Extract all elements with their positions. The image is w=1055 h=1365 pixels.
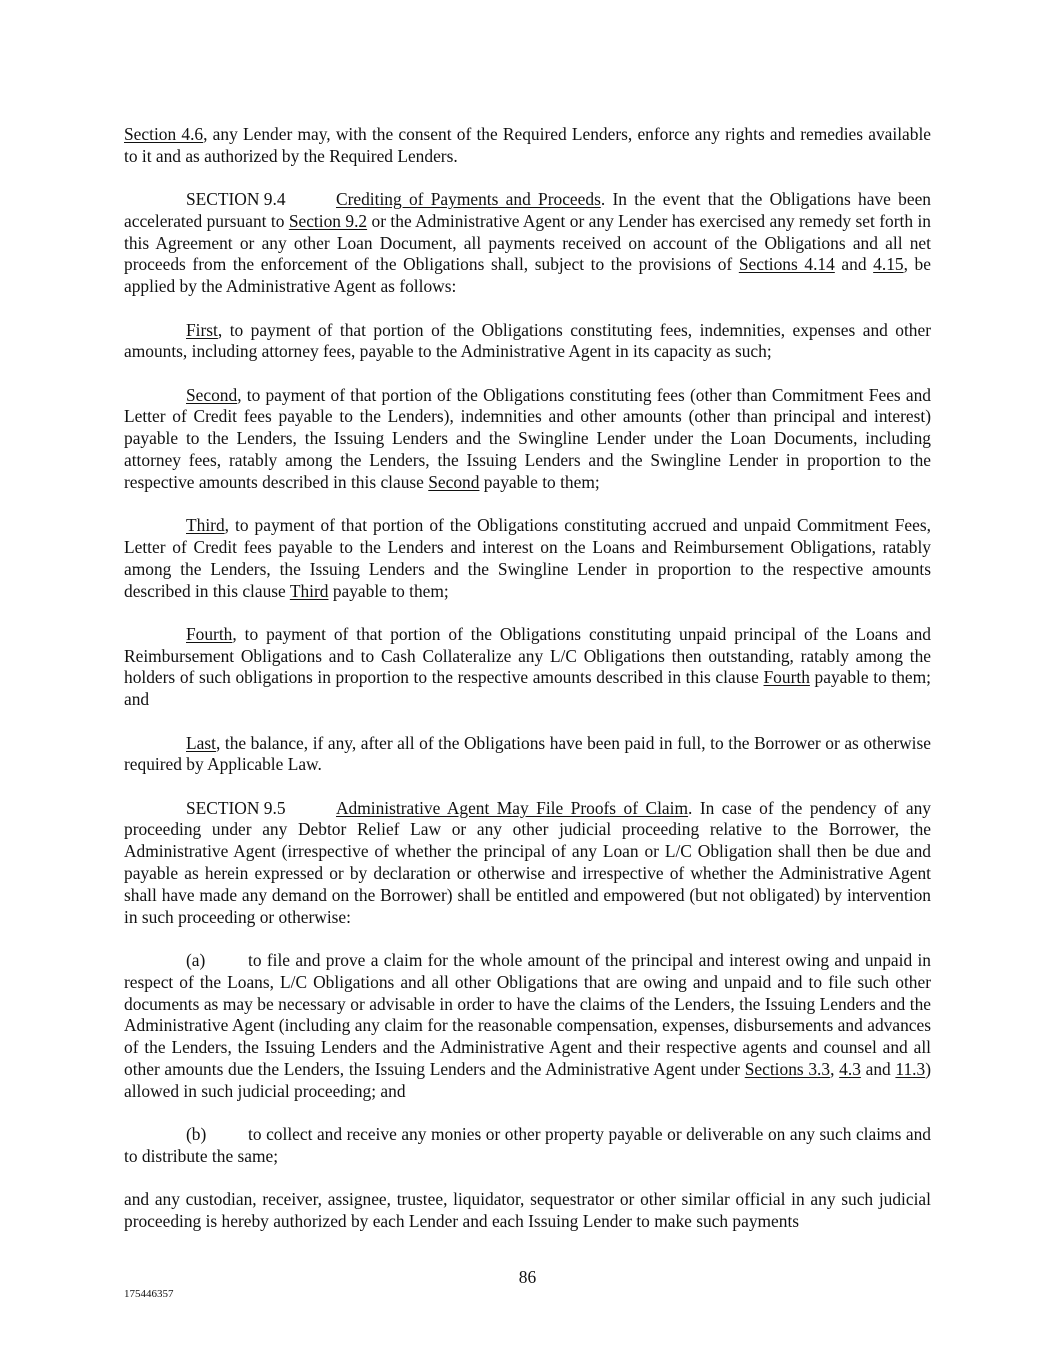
clause-label: First: [186, 319, 218, 340]
clause-reference: Fourth: [763, 667, 810, 688]
section-9-4: SECTION 9.4 Crediting of Payments and Proceeds. In the event that the Obligations have been accelerated pursuant to Section 9.2 or the Administrative Agent or any Lender has exercised any remedy set forth in this Agreement or any other Loan Document, all payments received on account of the Obligations and all net proceeds from the enforcement of the Obligations shall, subject to the provisions of Sections 4.14 and 4.15, be applied by the Administrative Agent as follows:: [124, 189, 931, 297]
section-reference: Section 9.2: [288, 210, 368, 231]
section-reference: Sections 4.14: [738, 254, 835, 275]
subclause-label: (a): [186, 949, 206, 970]
section-reference: 4.15: [873, 254, 904, 275]
section-reference: 11.3: [895, 1058, 926, 1079]
section-reference: Sections 3.3: [744, 1058, 831, 1079]
subclause-a: (a) to file and prove a claim for the whole amount of the principal and interest owing and unpaid in respect of the Loans, L/C Obligations and all other Obligations that are owing and unpaid and to file such other documents as may be necessary or advisable in order to have the claims of the Lenders, the Issuing Lenders and the Administrative Agent (including any claim for the reasonable compensation, expenses, disbursements and advances of the Lenders, the Issuing Lenders and the Administrative Agent and their respective agents and counsel and all other amounts due the Lenders, the Issuing Lenders and the Administrative Agent under Sections 3.3, 4.3 and 11.3) allowed in such judicial proceeding; and: [124, 949, 931, 1101]
section-9-5: SECTION 9.5 Administrative Agent May File Proofs of Claim. In case of the pendency of any proceeding under any Debtor Relief Law or any other judicial proceeding relative to the Borrower, the Administrative Agent (irrespective of whether the principal of any Loan or L/C Obligation shall then be due and payable as herein expressed or by declaration or otherwise and irrespective of whether the Administrative Agent shall have made any demand on the Borrower) shall be entitled and empowered (but not obligated) by intervention in such proceeding or otherwise:: [124, 797, 932, 927]
section-title: Crediting of Payments and Proceeds: [336, 189, 601, 210]
section-reference: 4.3: [839, 1058, 861, 1079]
clause-third: Third, to payment of that portion of the Obligations constituting accrued and unpaid Commitment Fees, Letter of Credit fees payable to the Lenders and interest on the Loans and Reimbursement Obligations, ratably among the Lenders, the Issuing Lenders and the Swingline Lender in proportion to the respective amounts described in this clause Third payable to them;: [124, 515, 931, 601]
clause-label: Last: [186, 732, 216, 753]
section-number: SECTION 9.5: [186, 797, 286, 818]
clause-last: Last, the balance, if any, after all of the Obligations have been paid in full, to the Borrower or as otherwise required by Applicable Law.: [124, 732, 931, 775]
clause-label: Third: [186, 515, 225, 536]
clause-label: Fourth: [186, 623, 233, 644]
clause-fourth: Fourth, to payment of that portion of the Obligations constituting unpaid principal of the Loans and Reimbursement Obligations and to Cash Collateralize any L/C Obligations then outstanding, ratably among the holders of such obligations in proportion to the respective amounts described in this clause Fourth payable to them; and: [124, 623, 931, 710]
document-id: 175446357: [124, 1288, 174, 1300]
section-number: SECTION 9.4: [186, 189, 286, 210]
section-reference: Section 4.6: [124, 124, 204, 144]
page-number: 86: [518, 1267, 537, 1287]
clause-label: Second: [186, 384, 238, 405]
clause-second: Second, to payment of that portion of the Obligations constituting fees (other than Commitment Fees and Letter of Credit fees payable to the Lenders), indemnities and other amounts (other than principal and interest) payable to the Lenders, the Issuing Lenders and the Swingline Lender under the Loan Documents, including attorney fees, ratably among the Lenders, the Issuing Lenders and the Swingline Lender in proportion to the respective amounts described in this clause Second payable to them;: [124, 384, 931, 492]
clause-reference: Second: [428, 471, 480, 492]
clause-first: First, to payment of that portion of the Obligations constituting fees, indemnities, expenses and other amounts, including attorney fees, payable to the Administrative Agent in its capacity as such;: [124, 319, 931, 362]
subclause-label: (b): [186, 1123, 207, 1144]
section-title: Administrative Agent May File Proofs of Claim: [336, 797, 689, 818]
closing-paragraph: and any custodian, receiver, assignee, trustee, liquidator, sequestrator or other similar official in any such judicial proceeding is hereby authorized by each Lender and each Issuing Lender to make such payments: [124, 1189, 931, 1231]
clause-reference: Third: [289, 580, 329, 601]
subclause-b: (b) to collect and receive any monies or other property payable or deliverable on any such claims and to distribute the same;: [124, 1123, 931, 1166]
paragraph-continuation: Section 4.6, any Lender may, with the consent of the Required Lenders, enforce any rights and remedies available to it and as authorized by the Required Lenders.: [124, 124, 931, 166]
document-page: [124, 124, 931, 1233]
